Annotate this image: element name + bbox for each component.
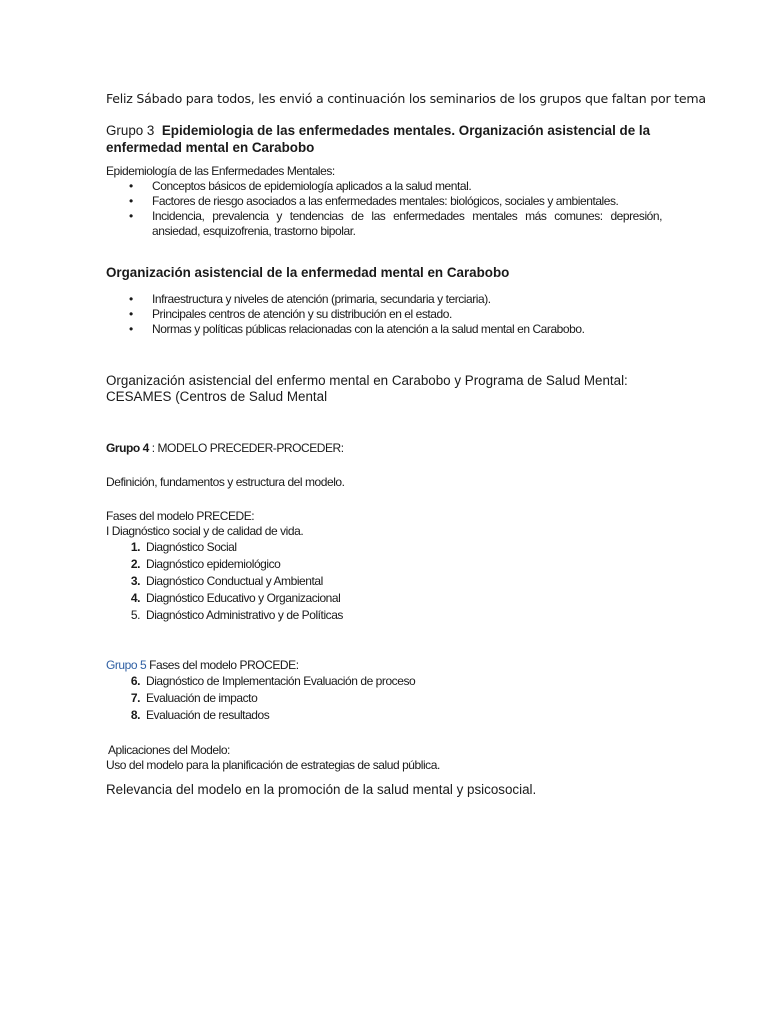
grupo3-title: [106, 122, 662, 156]
phase-number: 3.: [130, 574, 140, 588]
precede-subheading: I Diagnóstico social y de calidad de vida.: [106, 524, 304, 538]
phase-number: 1.: [130, 540, 140, 554]
procede-section: [106, 658, 662, 724]
phase-number: 8.: [130, 708, 140, 722]
intro-line: Feliz Sábado para todos, les envió a continuación los seminarios de los grupos que faltan por tema: [106, 91, 706, 106]
phase-text: Evaluación de impacto: [146, 691, 258, 705]
definition-line: Definición, fundamentos y estructura del modelo.: [106, 475, 345, 489]
list-item: [106, 539, 662, 556]
cesames-paragraph: Organización asistencial del enfermo mental en Carabobo y Programa de Salud Mental: CESAMES (Centros de Salud Mental: [106, 373, 628, 404]
phase-number: 5.: [130, 608, 140, 622]
list-item: • Infraestructura y niveles de atención (primaria, secundaria y terciaria).: [106, 292, 662, 307]
list-item: [106, 707, 662, 724]
list-item: • Principales centros de atención y su distribución en el estado.: [106, 307, 662, 322]
procede-phase-list: [106, 673, 662, 724]
precede-phase-list: [106, 539, 662, 624]
precede-heading: Fases del modelo PRECEDE:: [106, 509, 255, 523]
phase-number: 2.: [130, 557, 140, 571]
organizacion-list: [106, 292, 662, 337]
list-item: • Incidencia, prevalencia y tendencias de las enfermedades mentales más comunes: depresión, ansiedad, esquizofrenia, trastorno bipolar.: [106, 209, 662, 239]
phase-number: 7.: [130, 691, 140, 705]
organizacion-section: [106, 292, 662, 337]
phase-number: 4.: [130, 591, 140, 605]
phase-text: Diagnóstico epidemiológico: [146, 557, 281, 571]
grupo4-separator: :: [148, 441, 158, 455]
aplicaciones-use: Uso del modelo para la planificación de estrategias de salud pública.: [106, 758, 440, 772]
list-item: • Factores de riesgo asociados a las enfermedades mentales: biológicos, sociales y ambientales.: [106, 194, 662, 209]
aplicaciones-section: [106, 743, 662, 773]
epidemiologia-section: [106, 164, 662, 239]
list-item: [106, 673, 662, 690]
phase-text: Evaluación de resultados: [146, 708, 270, 722]
list-item: [106, 573, 662, 590]
grupo3-heading: Epidemiologia de las enfermedades mentales. Organización asistencial de la enfermedad mental en Carabobo: [106, 123, 651, 155]
organizacion-heading: Organización asistencial de la enfermedad mental en Carabobo: [106, 265, 510, 280]
grupo5-title: [106, 658, 662, 673]
grupo4-title: [106, 441, 662, 456]
epidemiologia-heading: Epidemiología de las Enfermedades Mentales:: [106, 164, 335, 178]
list-item: [106, 690, 662, 707]
phase-text: Diagnóstico Educativo y Organizacional: [146, 591, 341, 605]
procede-heading: Fases del modelo PROCEDE:: [149, 658, 299, 672]
grupo5-label: Grupo 5: [106, 658, 147, 672]
aplicaciones-heading: Aplicaciones del Modelo:: [108, 743, 230, 757]
phase-text: Diagnóstico Social: [146, 540, 237, 554]
list-item: • Conceptos básicos de epidemiología aplicados a la salud mental.: [106, 179, 662, 194]
list-item: [106, 556, 662, 573]
relevancia-paragraph: Relevancia del modelo en la promoción de la salud mental y psicosocial.: [106, 782, 537, 797]
list-item: [106, 590, 662, 607]
list-item: • Normas y políticas públicas relacionadas con la atención a la salud mental en Carabobo.: [106, 322, 662, 337]
epidemiologia-list: [106, 179, 662, 239]
phase-text: Diagnóstico Administrativo y de Políticas: [146, 608, 343, 622]
grupo4-label: Grupo 4: [106, 441, 149, 455]
phase-text: Diagnóstico de Implementación Evaluación de proceso: [146, 674, 416, 688]
precede-section: [106, 509, 662, 624]
list-item: [106, 607, 662, 624]
grupo3-label: Grupo 3: [106, 123, 155, 138]
phase-number: 6.: [130, 674, 140, 688]
phase-text: Diagnóstico Conductual y Ambiental: [146, 574, 323, 588]
grupo4-heading: MODELO PRECEDER-PROCEDER:: [157, 441, 344, 455]
